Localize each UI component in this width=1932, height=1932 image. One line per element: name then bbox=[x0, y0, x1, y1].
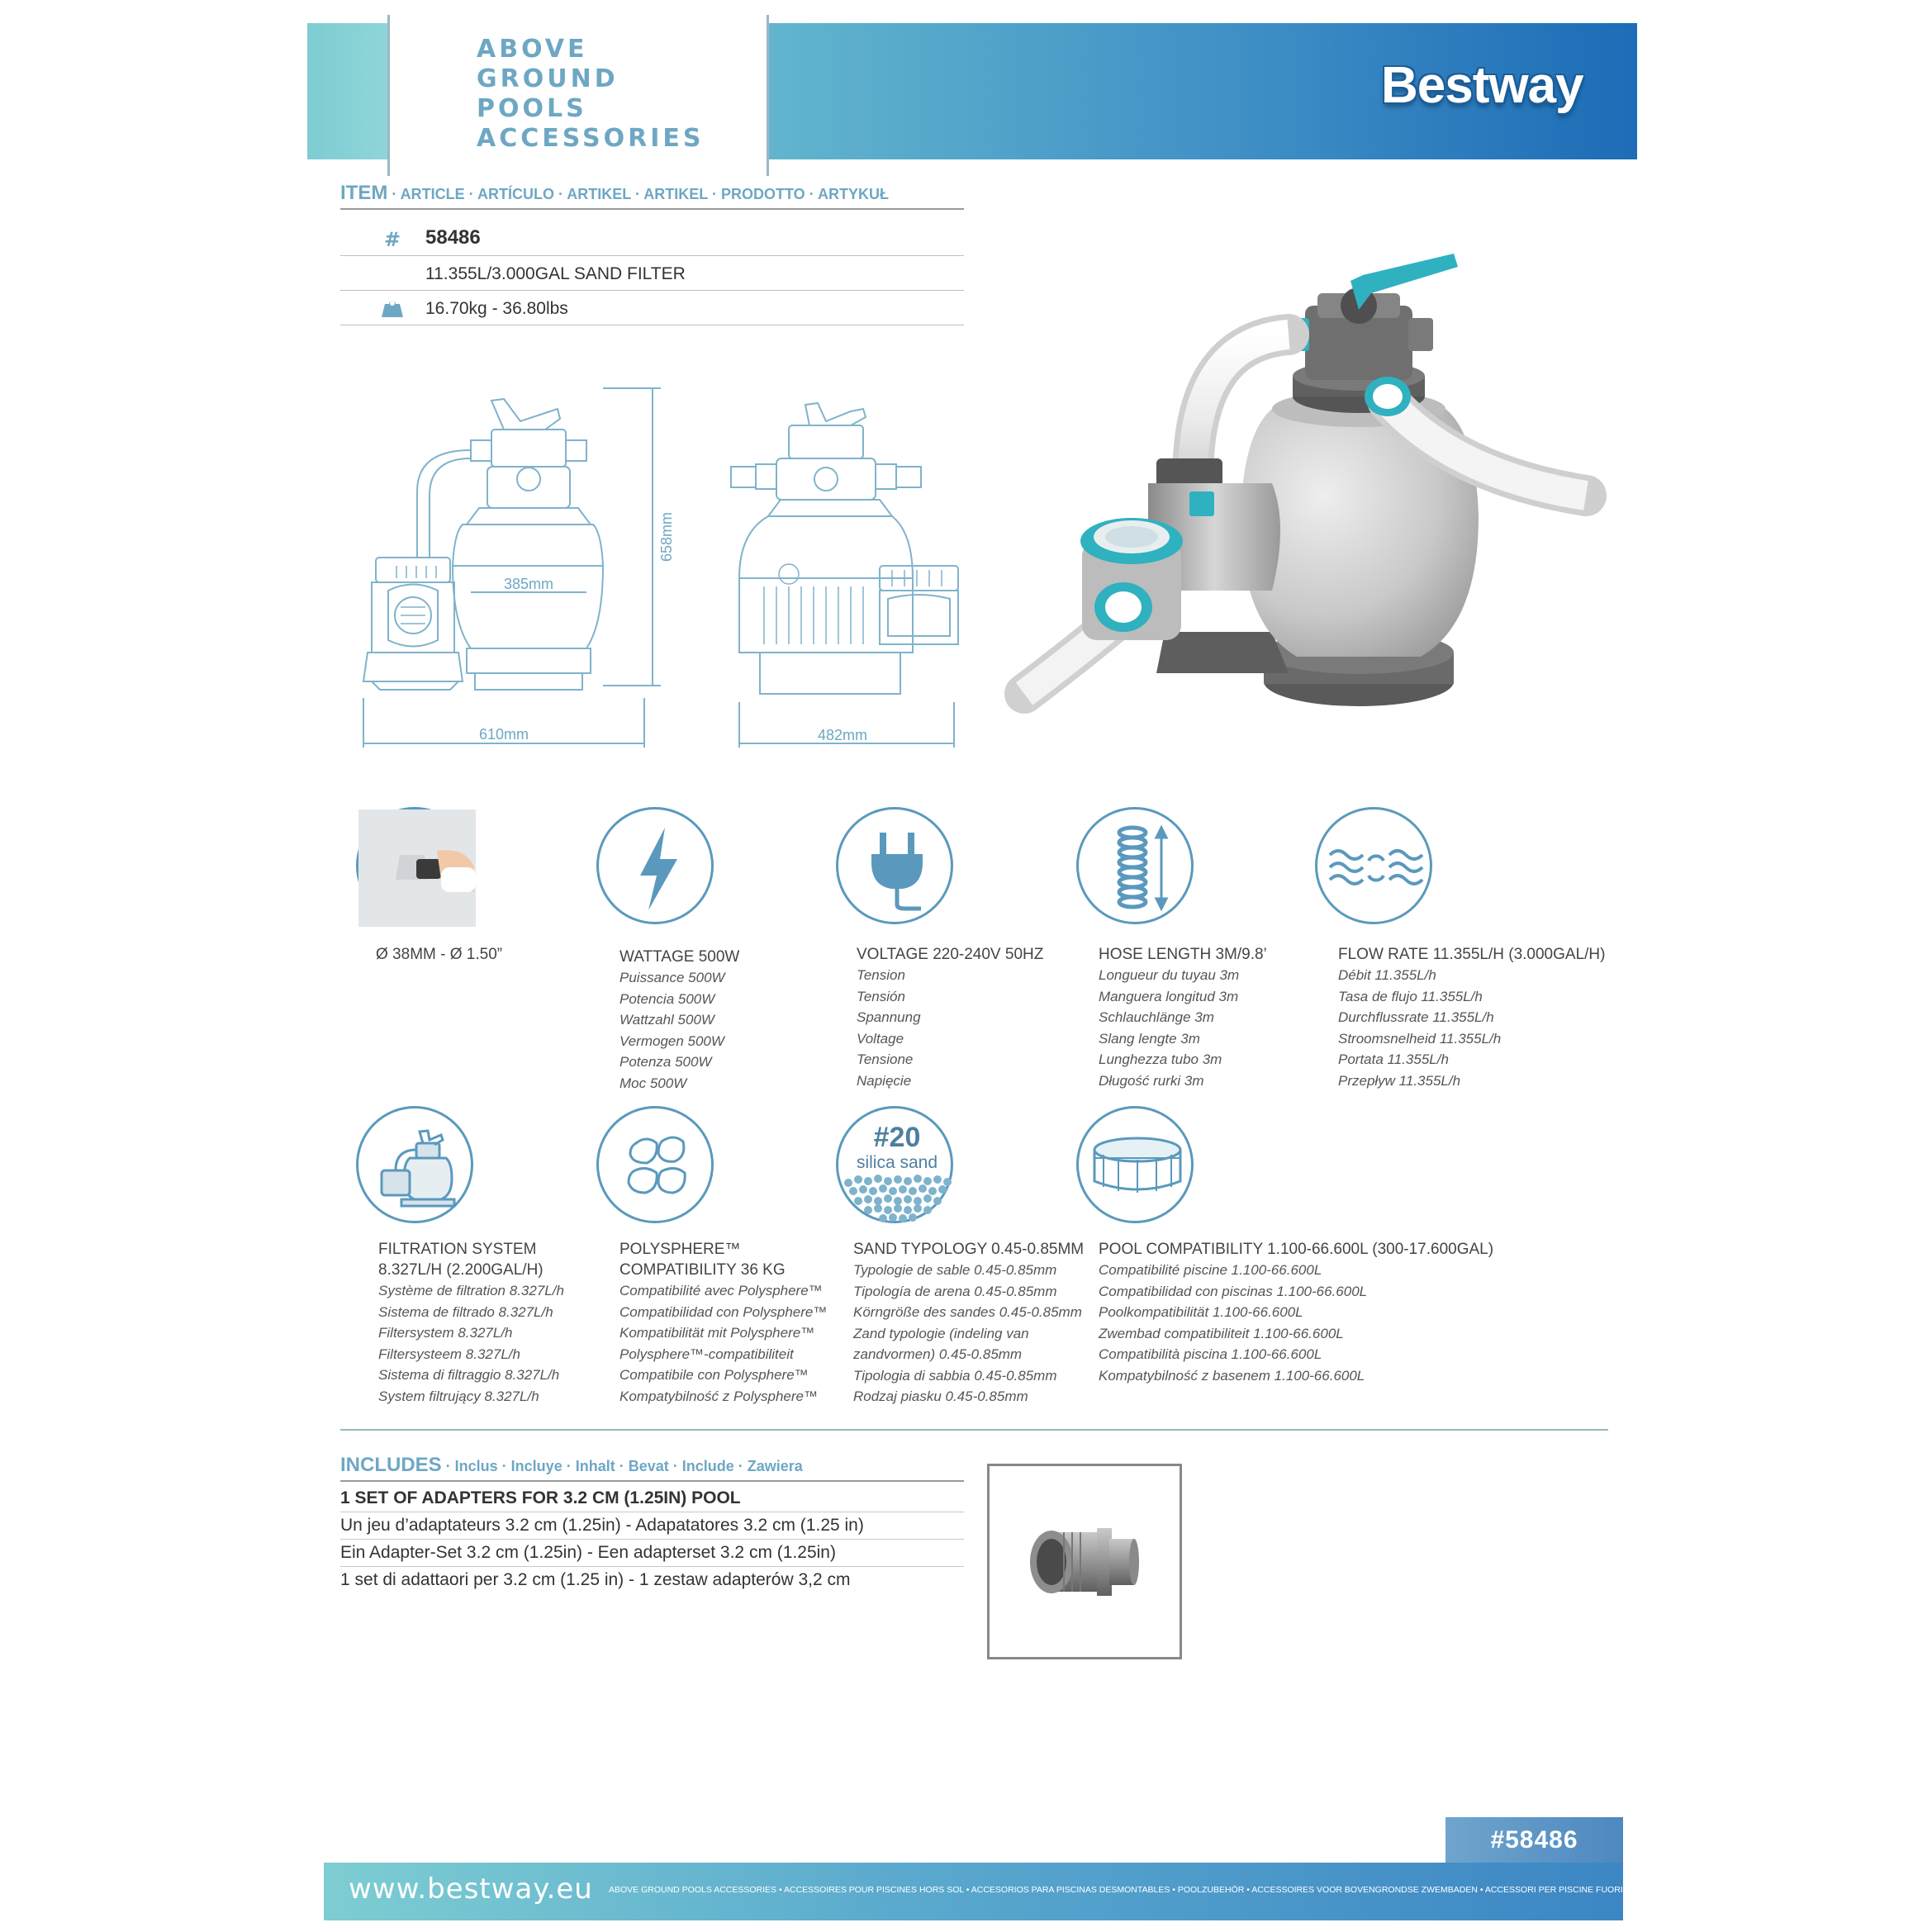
lightning-bolt-icon bbox=[596, 807, 714, 924]
feature-translation: Wattzahl 500W bbox=[619, 1012, 714, 1028]
tank-width-dimension: 385mm bbox=[503, 576, 554, 592]
feature-translation: Typologie de sable 0.45-0.85mm bbox=[853, 1262, 1057, 1278]
feature-translation: Potencia 500W bbox=[619, 990, 715, 1007]
feature-translation: System filtrujący 8.327L/h bbox=[378, 1388, 539, 1404]
feature-title: Ø 38MM - Ø 1.50” bbox=[376, 946, 503, 963]
item-heading bbox=[340, 182, 964, 210]
feature-translation: Filtersystem 8.327L/h bbox=[378, 1325, 513, 1341]
page-footer bbox=[324, 1863, 1834, 1920]
item-description: 11.355L/3.000GAL SAND FILTER bbox=[425, 264, 686, 283]
feature-translation: Tensione bbox=[857, 1051, 914, 1067]
catalog-title-line: GROUND bbox=[477, 64, 619, 93]
front-width-dimension: 482mm bbox=[817, 727, 868, 743]
feature-translation: Tipología de arena 0.45-0.85mm bbox=[853, 1283, 1057, 1299]
feature-translation: Moc 500W bbox=[619, 1075, 687, 1091]
feature-translation: Poolkompatibilität 1.100-66.600L bbox=[1099, 1304, 1303, 1320]
feature-wattage bbox=[619, 947, 739, 1094]
feature-translation: Kompatybilność z Polysphere™ bbox=[619, 1388, 819, 1404]
feature-diameter bbox=[376, 944, 502, 965]
feature-translation: Spannung bbox=[857, 1009, 921, 1025]
feature-translation: Körngröße des sandes 0.45-0.85mm bbox=[853, 1304, 1082, 1320]
sand-filter-product-image bbox=[1024, 244, 1586, 723]
catalog-title-line: ACCESSORIES bbox=[477, 124, 705, 153]
bestway-logo: Bestway bbox=[1381, 57, 1583, 114]
feature-translation: Sistema de filtrado 8.327L/h bbox=[378, 1303, 553, 1320]
weight-icon bbox=[380, 297, 405, 324]
feature-title: COMPATIBILITY 36 KG bbox=[619, 1261, 786, 1279]
feature-pool-compatibility bbox=[1099, 1239, 1493, 1386]
feature-translation: Lunghezza tubo 3m bbox=[1099, 1051, 1222, 1067]
feature-translation: Kompatibilität mit Polysphere™ bbox=[619, 1325, 815, 1341]
header-teal-block bbox=[307, 23, 390, 159]
feature-translation: Voltage bbox=[857, 1030, 904, 1047]
feature-translation: Manguera longitud 3m bbox=[1099, 988, 1239, 1004]
feature-flow-rate bbox=[1338, 944, 1605, 1091]
feature-polysphere bbox=[619, 1239, 827, 1407]
sand-grade-label: #20 bbox=[873, 1122, 921, 1153]
feature-translation: Vermogen 500W bbox=[619, 1032, 724, 1049]
round-pool-icon bbox=[1076, 1106, 1194, 1223]
coiled-hose-icon bbox=[1076, 807, 1194, 924]
side-view-drawing bbox=[355, 376, 675, 756]
sand-filter-icon bbox=[356, 1106, 473, 1223]
hose-connector-photo-icon bbox=[356, 807, 473, 924]
feature-translation: Tipologia di sabbia 0.45-0.85mm bbox=[853, 1367, 1057, 1384]
includes-heading-langs: · Inclus · Incluye · Inhalt · Bevat · Include · Zawiera bbox=[441, 1458, 803, 1474]
header-divider-right bbox=[767, 15, 769, 176]
feature-sand-typology bbox=[853, 1239, 1084, 1407]
catalog-title-line: ABOVE bbox=[477, 35, 588, 64]
sand-type-label: silica sand bbox=[856, 1153, 938, 1172]
feature-title: VOLTAGE 220-240V 50HZ bbox=[857, 946, 1044, 963]
water-flow-icon bbox=[1315, 807, 1432, 924]
feature-title: POOL COMPATIBILITY 1.100-66.600L (300-17.600GAL) bbox=[1099, 1241, 1494, 1258]
feature-translation: Compatibilità piscina 1.100-66.600L bbox=[1099, 1346, 1322, 1362]
hash-icon: # bbox=[383, 228, 401, 251]
item-heading-main: ITEM bbox=[340, 182, 388, 204]
catalog-title-line: POOLS bbox=[477, 94, 587, 123]
includes-line: Un jeu d’adaptateurs 3.2 cm (1.25in) - Adapatatores 3.2 cm (1.25 in) bbox=[340, 1512, 964, 1540]
feature-translation: Compatibilidad con piscinas 1.100-66.600L bbox=[1099, 1283, 1368, 1299]
includes-line: 1 SET OF ADAPTERS FOR 3.2 CM (1.25IN) POOL bbox=[340, 1485, 964, 1512]
feature-translation: Potenza 500W bbox=[619, 1054, 712, 1070]
adapter-product-image bbox=[987, 1464, 1182, 1659]
feature-translation: Tasa de flujo 11.355L/h bbox=[1338, 988, 1483, 1004]
feature-translation: Napięcie bbox=[857, 1072, 912, 1089]
feature-translation: Zwembad compatibiliteit 1.100-66.600L bbox=[1099, 1325, 1344, 1341]
feature-translation: Puissance 500W bbox=[619, 970, 725, 985]
header-divider-left bbox=[387, 15, 390, 176]
includes-heading-main: INCLUDES bbox=[340, 1454, 442, 1476]
feature-hose-length bbox=[1099, 944, 1267, 1091]
feature-translation: Portata 11.355L/h bbox=[1338, 1051, 1449, 1067]
feature-translation: Polysphere™-compatibiliteit bbox=[619, 1346, 794, 1362]
feature-translation: Sistema di filtraggio 8.327L/h bbox=[378, 1367, 560, 1383]
item-description-row bbox=[340, 256, 964, 291]
item-code: 58486 bbox=[425, 226, 481, 249]
item-heading-langs: · ARTICLE · ARTÍCULO · ARTIKEL · ARTIKEL · PRODOTTO · ARTYKUŁ bbox=[387, 186, 889, 202]
power-plug-icon bbox=[836, 807, 953, 924]
item-weight-row bbox=[340, 291, 964, 325]
page-header bbox=[307, 23, 1637, 159]
feature-translation: Tensión bbox=[857, 988, 905, 1004]
feature-title: 8.327L/H (2.200GAL/H) bbox=[378, 1261, 544, 1279]
feature-translation: Rodzaj piasku 0.45-0.85mm bbox=[853, 1388, 1028, 1404]
item-code-tag: #58486 bbox=[1445, 1817, 1623, 1863]
feature-translation: Stroomsnelheid 11.355L/h bbox=[1338, 1030, 1502, 1047]
feature-title: SAND TYPOLOGY 0.45-0.85MM bbox=[853, 1241, 1085, 1258]
feature-translation: Zand typologie (indeling van bbox=[853, 1325, 1029, 1341]
feature-translation: Compatibilidad con Polysphere™ bbox=[619, 1303, 828, 1320]
feature-translation: Kompatybilność z basenem 1.100-66.600L bbox=[1099, 1367, 1365, 1384]
feature-translation: Compatibilité avec Polysphere™ bbox=[619, 1283, 823, 1298]
section-divider bbox=[340, 1429, 1608, 1431]
feature-translation: Slang lengte 3m bbox=[1099, 1030, 1200, 1047]
feature-translation: zandvormen) 0.45-0.85mm bbox=[853, 1346, 1023, 1362]
feature-translation: Longueur du tuyau 3m bbox=[1099, 967, 1240, 983]
side-width-dimension: 610mm bbox=[478, 726, 529, 743]
feature-translation: Schlauchlänge 3m bbox=[1099, 1009, 1214, 1025]
feature-title: HOSE LENGTH 3M/9.8’ bbox=[1099, 946, 1267, 963]
silica-sand-icon bbox=[836, 1106, 953, 1223]
feature-translation: Compatibile con Polysphere™ bbox=[619, 1367, 809, 1383]
height-dimension: 658mm bbox=[658, 511, 675, 563]
item-code-row bbox=[340, 221, 964, 256]
feature-translation: Débit 11.355L/h bbox=[1338, 967, 1436, 983]
includes-line: Ein Adapter-Set 3.2 cm (1.25in) - Een adapterset 3.2 cm (1.25in) bbox=[340, 1540, 964, 1567]
item-weight: 16.70kg - 36.80lbs bbox=[425, 299, 568, 318]
feature-title: WATTAGE 500W bbox=[619, 948, 740, 966]
footer-categories: ABOVE GROUND POOLS ACCESSORIES • ACCESSOIRES POUR PISCINES HORS SOL • ACCESORIOS PARA PISCINAS DESMONTABLES • POOLZUBEHÖR • ACCESSOIRES VOOR BOVENGRONDSE ZWEMBADEN • ACCESSORI PER PISCINE FUORI TERRA • AKCESORIA DO BASENÓW NAZIEMNYCH bbox=[609, 1885, 1834, 1895]
feature-translation: Przepływ 11.355L/h bbox=[1338, 1072, 1461, 1089]
feature-filtration-system bbox=[378, 1239, 564, 1407]
feature-translation: Système de filtration 8.327L/h bbox=[378, 1283, 564, 1298]
feature-title: POLYSPHERE™ bbox=[619, 1241, 741, 1258]
front-view-drawing bbox=[727, 388, 966, 752]
feature-translation: Tension bbox=[857, 967, 905, 983]
feature-translation: Durchflussrate 11.355L/h bbox=[1338, 1009, 1494, 1025]
catalog-title bbox=[477, 35, 704, 154]
feature-translation: Filtersysteem 8.327L/h bbox=[378, 1346, 520, 1362]
polysphere-balls-icon bbox=[596, 1106, 714, 1223]
includes-line: 1 set di adattaori per 3.2 cm (1.25 in) - 1 zestaw adapterów 3,2 cm bbox=[340, 1570, 851, 1589]
feature-title: FILTRATION SYSTEM bbox=[378, 1241, 537, 1258]
website-link[interactable]: www.bestway.eu bbox=[349, 1873, 593, 1906]
feature-translation: Compatibilité piscine 1.100-66.600L bbox=[1099, 1262, 1322, 1278]
feature-translation: Długość rurki 3m bbox=[1099, 1072, 1204, 1089]
includes-heading bbox=[340, 1454, 964, 1482]
feature-voltage bbox=[857, 944, 1043, 1091]
feature-title: FLOW RATE 11.355L/H (3.000GAL/H) bbox=[1338, 946, 1606, 963]
